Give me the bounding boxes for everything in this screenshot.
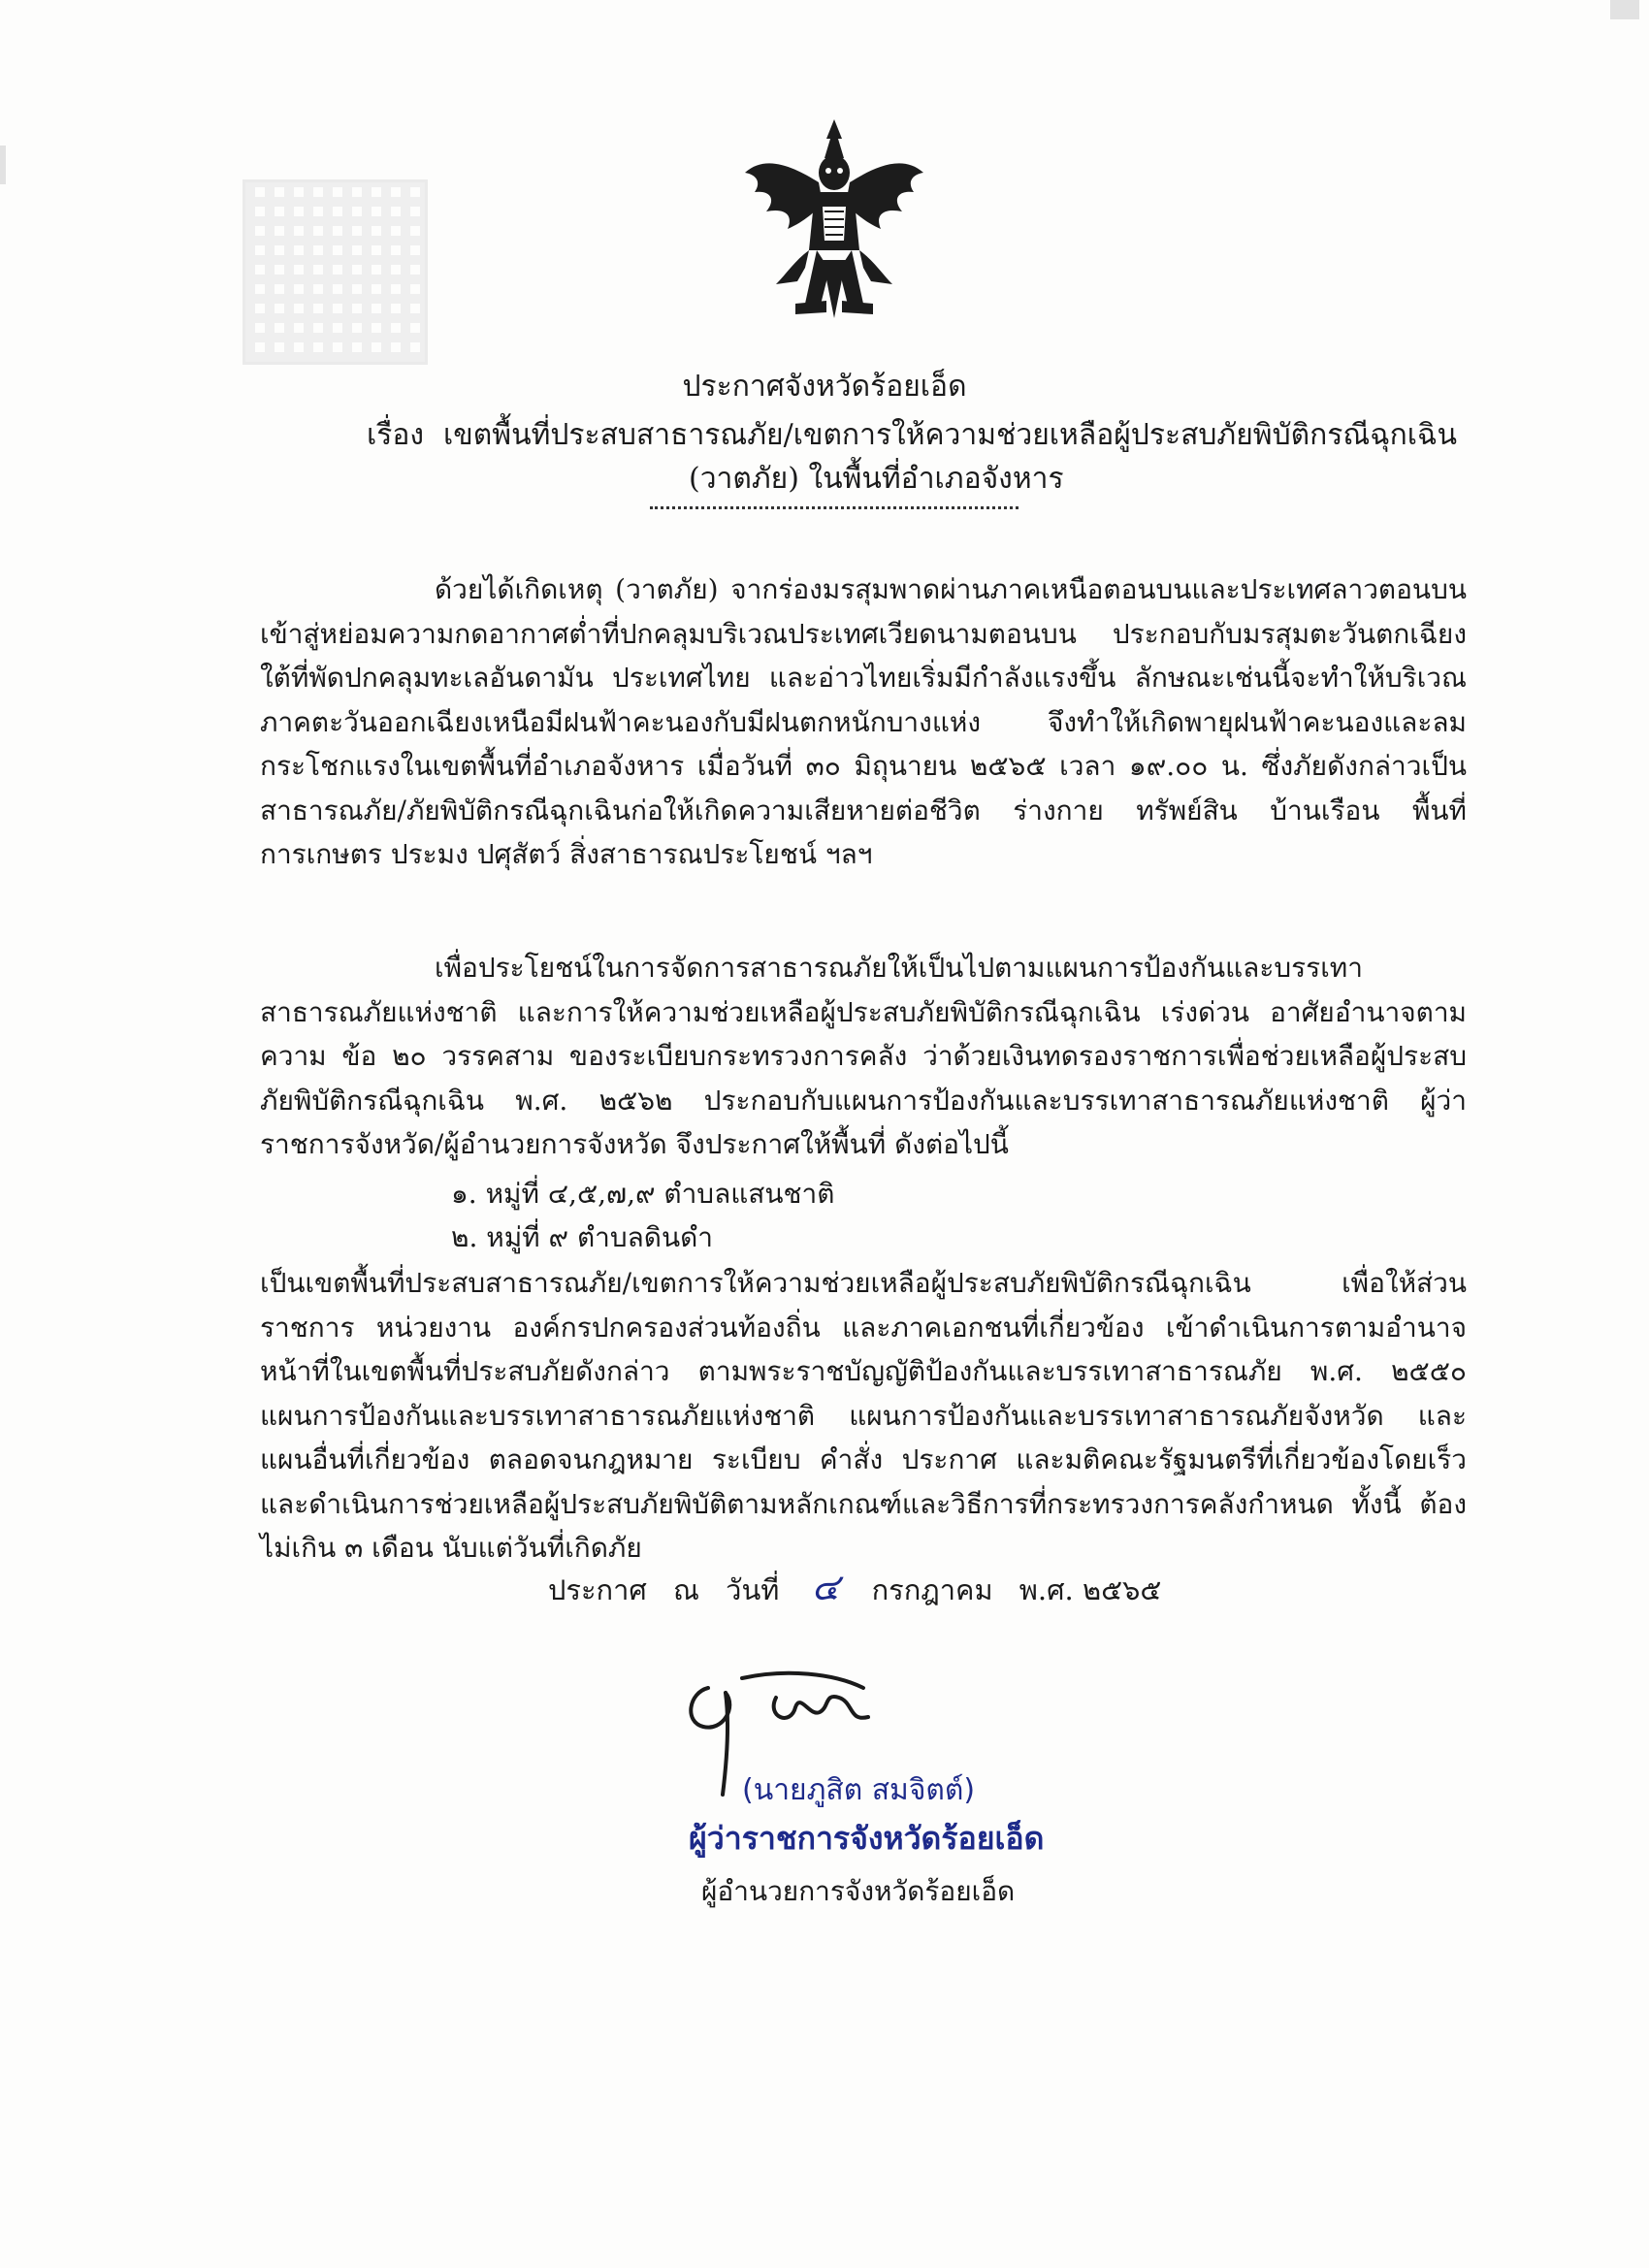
garuda-emblem xyxy=(737,114,931,328)
paragraph-3-text: เป็นเขตพื้นที่ประสบสาธารณภัย/เขตการให้ความช่วยเหลือผู้ประสบภัยพิบัติกรณีฉุกเฉิน เพื่อให้ส่วนราชการ หน่วยงาน องค์กรปกครองส่วนท้องถิ่น และภาคเอกชนที่เกี่ยวข้อง เข้าดำเนินการตามอำนาจหน้าที่ในเขตพื้นที่ประสบภัยดังกล่าว ตามพระราชบัญญัติป้องกันและบรรเทาสาธารณภัย พ.ศ. ๒๕๕๐ แผนการป้องกันและบรรเทาสาธารณภัยแห่งชาติ แผนการป้องกันและบรรเทาสาธารณภัยจังหวัด และแผนอื่นที่เกี่ยวข้อง ตลอดจนกฎหมาย ระเบียบ คำสั่ง ประกาศ และมติคณะรัฐมนตรีที่เกี่ยวข้องโดยเร็ว และดำเนินการช่วยเหลือผู้ประสบภัยพิบัติตามหลักเกณฑ์และวิธีการที่กระทรวงการคลังกำหนด ทั้งนี้ ต้องไม่เกิน ๓ เดือน นับแต่วันที่เกิดภัย xyxy=(260,1267,1467,1564)
paragraph-2 xyxy=(260,946,1467,1167)
list-item: ๒. หมู่ที่ ๙ ตำบลดินดำ xyxy=(451,1221,714,1253)
date-month: กรกฎาคม xyxy=(871,1573,993,1606)
dotted-divider xyxy=(650,506,1018,509)
paragraph-1-text: ด้วยได้เกิดเหตุ (วาตภัย) จากร่องมรสุมพาดผ่านภาคเหนือตอนบนและประเทศลาวตอนบน เข้าสู่หย่อมความกดอากาศต่ำที่ปกคลุมบริเวณประเทศเวียดนามตอนบน ประกอบกับมรสุมตะวันตกเฉียงใต้ที่พัดปกคลุมทะเลอันดามัน ประเทศไทย และอ่าวไทยเริ่มมีกำลังแรงขึ้น ลักษณะเช่นนี้จะทำให้บริเวณภาคตะวันออกเฉียงเหนือมีฝนฟ้าคะนองกับมีฝนตกหนักบางแห่ง จึงทำให้เกิดพายุฝนฟ้าคะนองและลมกระโชกแรงในเขตพื้นที่อำเภอจังหาร เมื่อวันที่ ๓๐ มิถุนายน ๒๕๖๕ เวลา ๑๙.๐๐ น. ซึ่งภัยดังกล่าวเป็นสาธารณภัย/ภัยพิบัติกรณีฉุกเฉินก่อให้เกิดความเสียหายต่อชีวิต ร่างกาย ทรัพย์สิน บ้านเรือน พื้นที่การเกษตร ประมง ปศุสัตว์ สิ่งสาธารณประโยชน์ ฯลฯ xyxy=(260,573,1467,870)
paragraph-1 xyxy=(260,567,1467,877)
subject-line-2: (วาตภัย) ในพื้นที่อำเภอจังหาร xyxy=(689,462,1064,496)
bleed-through-qr xyxy=(242,179,428,365)
date-day-label: วันที่ xyxy=(726,1573,780,1606)
announcement-title: ประกาศจังหวัดร้อยเอ็ด xyxy=(682,370,967,404)
signer-name: (นายภูสิต สมจิตต์) xyxy=(742,1773,976,1807)
date-day-handwritten: ๔ xyxy=(811,1566,840,1608)
paragraph-2-text: เพื่อประโยชน์ในการจัดการสาธารณภัยให้เป็นไปตามแผนการป้องกันและบรรเทาสาธารณภัยแห่งชาติ และการให้ความช่วยเหลือผู้ประสบภัยพิบัติกรณีฉุกเฉิน เร่งด่วน อาศัยอำนาจตามความ ข้อ ๒๐ วรรคสาม ของระเบียบกระทรวงการคลัง ว่าด้วยเงินทดรองราชการเพื่อช่วยเหลือผู้ประสบภัยพิบัติกรณีฉุกเฉิน พ.ศ. ๒๕๖๒ ประกอบกับแผนการป้องกันและบรรเทาสาธารณภัยแห่งชาติ ผู้ว่าราชการจังหวัด/ผู้อำนวยการจังหวัด จึงประกาศให้พื้นที่ ดังต่อไปนี้ xyxy=(260,952,1467,1160)
subject xyxy=(367,412,1457,458)
date-line xyxy=(548,1557,1179,1616)
scan-edge-mark xyxy=(0,146,6,184)
date-at: ณ xyxy=(673,1573,699,1606)
date-year: พ.ศ. ๒๕๖๕ xyxy=(1018,1573,1162,1606)
date-prefix: ประกาศ xyxy=(548,1573,647,1606)
signer-position-2: ผู้อำนวยการจังหวัดร้อยเอ็ด xyxy=(701,1875,1016,1907)
paragraph-3 xyxy=(260,1261,1467,1571)
subject-label: เรื่อง xyxy=(367,418,425,452)
signer-position: ผู้ว่าราชการจังหวัดร้อยเอ็ด xyxy=(689,1820,1045,1857)
list-item: ๑. หมู่ที่ ๔,๕,๗,๙ ตำบลแสนชาติ xyxy=(451,1178,835,1210)
scan-edge-mark xyxy=(1610,0,1639,19)
subject-line-1: เขตพื้นที่ประสบสาธารณภัย/เขตการให้ความช่วยเหลือผู้ประสบภัยพิบัติกรณีฉุกเฉิน xyxy=(443,418,1457,452)
